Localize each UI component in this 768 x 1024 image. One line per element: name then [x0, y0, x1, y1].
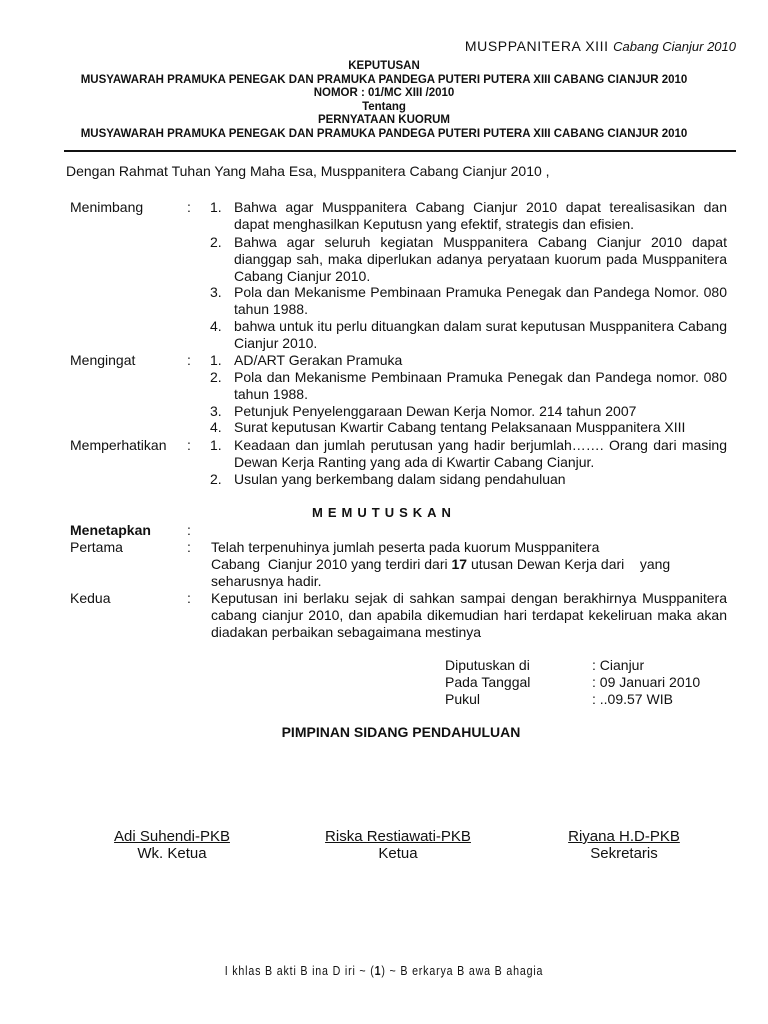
mengingat-colon: : [187, 352, 191, 368]
mengingat-label: Mengingat [70, 352, 136, 368]
issued-place-value: : Cianjur [592, 657, 645, 673]
menimbang-label: Menimbang [70, 199, 144, 215]
pertama-line-2a: Cabang Cianjur 2010 yang terdiri dari [211, 556, 448, 572]
title-line-6: MUSYAWARAH PRAMUKA PENEGAK DAN PRAMUKA PANDEGA PUTERI PUTERA XIII CABANG CIANJUR 2010 [80, 127, 688, 140]
kedua-text: Keputusan ini berlaku sejak di sahkan sampai dengan berakhirnya Musppanitera cabang cianjur 2010, dan apabila dikemudian hari terdapat kekeliruan maka akan diadakan perbaikan sebagaimana mestinya [211, 590, 727, 640]
title-line-3: NOMOR : 01/MC XIII /2010 [313, 87, 455, 99]
title-line-5: PERNYATAAN KUORUM [317, 114, 451, 126]
signatory-1-name: Adi Suhendi-PKB [114, 828, 230, 845]
decision-heading: MEMUTUSKAN [312, 505, 456, 520]
mengingat-item-3: Petunjuk Penyelenggaraan Dewan Kerja Nomor. 214 tahun 2007 [234, 403, 637, 419]
footer-motto [69, 963, 699, 978]
signatory-2-role: Ketua [378, 845, 418, 862]
memperhatikan-item-1: Keadaan dan jumlah perutusan yang hadir berjumlah……. Orang dari masing Dewan Kerja Ranting yang ada di Kwartir Cabang Cianjur. [234, 437, 727, 470]
footer-left: I khlas B akti B ina D iri ~ ( [224, 963, 375, 978]
footer-right: ) ~ B erkarya B awa B ahagia [381, 963, 544, 978]
mengingat-num-2: 2. [210, 369, 222, 385]
memperhatikan-label: Memperhatikan [70, 437, 167, 453]
page-number: 1 [374, 963, 382, 978]
memperhatikan-colon: : [187, 437, 191, 453]
menetapkan-colon: : [187, 522, 191, 538]
kedua-label: Kedua [70, 590, 111, 606]
menimbang-num-1: 1. [210, 199, 222, 215]
issued-date-value: : 09 Januari 2010 [592, 674, 701, 690]
pertama-colon: : [187, 539, 191, 555]
signatory-1-role: Wk. Ketua [137, 845, 207, 862]
memperhatikan-num-1: 1. [210, 437, 222, 453]
participant-count: 17 [451, 556, 468, 572]
document-header [465, 38, 736, 54]
title-line-4: Tentang [362, 100, 406, 113]
signatory-3-role: Sekretaris [590, 845, 658, 862]
title-divider [64, 150, 736, 152]
pertama-label: Pertama [70, 539, 123, 555]
menimbang-item-4: bahwa untuk itu perlu dituangkan dalam surat keputusan Musppanitera Cabang Cianjur 2010. [234, 318, 727, 351]
header-org: MUSPPANITERA XIII [464, 38, 609, 54]
memperhatikan-num-2: 2. [210, 471, 222, 487]
issued-time-value: : ..09.57 WIB [592, 691, 673, 707]
title-block [40, 60, 728, 141]
signatory-3-name: Riyana H.D-PKB [568, 828, 680, 845]
opening-line: Dengan Rahmat Tuhan Yang Maha Esa, Musppanitera Cabang Cianjur 2010 , [66, 163, 550, 179]
mengingat-item-1: AD/ART Gerakan Pramuka [234, 352, 403, 368]
title-line-2: MUSYAWARAH PRAMUKA PENEGAK DAN PRAMUKA PANDEGA PUTERI PUTERA XIII CABANG CIANJUR 2010 [80, 73, 688, 86]
pertama-line-3: seharusnya hadir. [211, 573, 322, 589]
menimbang-item-3: Pola dan Mekanisme Pembinaan Pramuka Penegak dan Pandega Nomor. 080 tahun 1988. [234, 284, 727, 317]
mengingat-num-3: 3. [210, 403, 222, 419]
pertama-line-2 [211, 556, 670, 573]
menimbang-item-2: Bahwa agar seluruh kegiatan Musppanitera Cabang Cianjur 2010 dapat dianggap sah, maka diperlukan adanya peryataan kuorum pada Musppanitera Cabang Cianjur 2010. [234, 234, 727, 284]
menimbang-num-3: 3. [210, 284, 222, 300]
menimbang-colon: : [187, 199, 191, 215]
mengingat-num-1: 1. [210, 352, 222, 368]
issued-place-label: Diputuskan di [445, 657, 530, 673]
title-line-1: KEPUTUSAN [348, 60, 420, 72]
pertama-line-2b: utusan Dewan Kerja dari yang [470, 556, 671, 572]
signatory-1 [82, 828, 262, 862]
signatory-2-name: Riska Restiawati-PKB [325, 828, 471, 845]
mengingat-item-2: Pola dan Mekanisme Pembinaan Pramuka Penegak dan Pandega nomor. 080 tahun 1988. [234, 369, 727, 402]
signatory-3 [534, 828, 714, 862]
issued-time-label: Pukul [445, 691, 481, 707]
kedua-colon: : [187, 590, 191, 606]
committee-title: PIMPINAN SIDANG PENDAHULUAN [281, 724, 521, 740]
header-branch: Cabang Cianjur 2010 [613, 39, 736, 54]
menimbang-num-4: 4. [210, 318, 222, 334]
mengingat-num-4: 4. [210, 419, 222, 435]
memperhatikan-item-2: Usulan yang berkembang dalam sidang pendahuluan [234, 471, 566, 487]
issued-date-label: Pada Tanggal [445, 674, 531, 690]
menimbang-num-2: 2. [210, 234, 222, 250]
mengingat-item-4: Surat keputusan Kwartir Cabang tentang Pelaksanaan Musppanitera XIII [234, 419, 686, 435]
menimbang-item-1: Bahwa agar Musppanitera Cabang Cianjur 2010 dapat terealisasikan dan dapat menghasilkan Keputusn yang efektif, strategis dan efisien. [234, 199, 727, 232]
signatory-2 [293, 828, 503, 862]
menetapkan-label: Menetapkan [70, 522, 151, 538]
pertama-line-1: Telah terpenuhinya jumlah peserta pada kuorum Musppanitera [211, 539, 600, 555]
